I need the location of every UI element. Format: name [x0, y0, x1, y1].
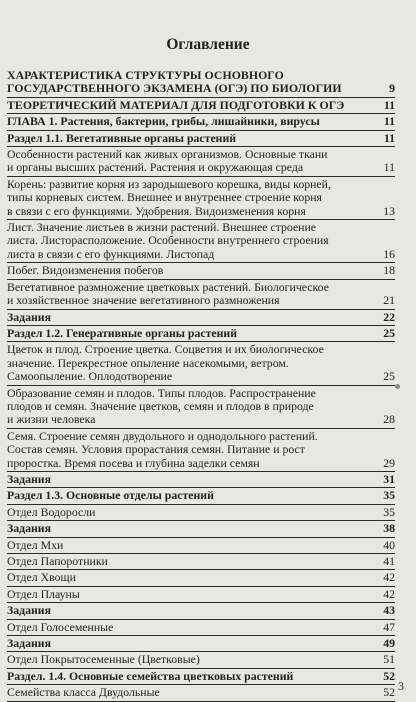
- toc-entry: [7, 636, 395, 652]
- toc-entry: [7, 310, 395, 326]
- toc-entry-title: Задания: [7, 309, 51, 324]
- toc-entry-title: Образование семян и плодов. Типы плодов. Распространение плодов и семян. Значение цветков, семян и плодов в природе и жизни человека: [7, 385, 316, 427]
- toc-entry-page: 43: [383, 603, 395, 618]
- toc-entry-page: 11: [383, 114, 395, 129]
- toc-entry-page: 52: [383, 685, 395, 700]
- toc-entry-title: Цветок и плод. Строение цветка. Соцветия и их биологическое значение. Перекрестное опыление насекомыми, ветром. Самоопыление. Оплодотворение: [7, 342, 324, 384]
- toc-entry: [7, 603, 395, 619]
- toc-entry-title: Отдел Папоротники: [7, 554, 108, 568]
- toc-entry: [7, 220, 395, 263]
- toc-entry-title: ТЕОРЕТИЧЕСКИЙ МАТЕРИАЛ ДЛЯ ПОДГОТОВКИ К ОГЭ: [7, 97, 345, 112]
- toc-entry-page: 47: [383, 619, 395, 634]
- toc-entry-title: Отдел Плауны: [7, 586, 80, 601]
- toc-entry-page: 25: [383, 325, 395, 340]
- toc-entry-page: 52: [383, 668, 395, 683]
- toc-entry-page: 42: [383, 570, 395, 585]
- toc-entry: [7, 114, 395, 130]
- toc-entry-page: 18: [383, 263, 395, 278]
- toc-entry-title: Задания: [7, 636, 51, 651]
- toc-entry: [7, 505, 395, 521]
- page-number: 3: [398, 679, 404, 693]
- toc-entry: [7, 386, 395, 429]
- toc-entry: [7, 177, 395, 220]
- toc-entry-page: 9: [389, 81, 395, 96]
- toc-entry-title: Задания: [7, 603, 51, 618]
- table-of-contents: [7, 68, 395, 702]
- toc-entry-page: 49: [383, 636, 395, 651]
- toc-entry: [7, 652, 395, 668]
- toc-entry-page: 28: [383, 412, 395, 427]
- toc-entry-title: Отдел Водоросли: [7, 504, 96, 519]
- toc-entry: [7, 685, 395, 701]
- toc-entry-title: Вегетативное размножение цветковых растений. Биологическое и хозяйственное значение вегетативного размножения: [7, 279, 329, 308]
- toc-entry-page: 11: [383, 130, 395, 145]
- toc-entry-title: Задания: [7, 471, 51, 486]
- toc-entry-title: Семя. Строение семян двудольного и однодольного растений. Состав семян. Условия прорастания семян. Питание и рост проростка. Время посева и глубина заделки семян: [7, 428, 318, 470]
- margin-dot-icon: [395, 384, 400, 389]
- toc-entry: [7, 280, 395, 310]
- toc-entry-title: Раздел 1.3. Основные отделы растений: [7, 488, 214, 503]
- toc-entry-page: 40: [383, 537, 395, 552]
- toc-entry: [7, 326, 395, 342]
- toc-entry: [7, 98, 395, 114]
- toc-entry-page: 41: [383, 554, 395, 568]
- toc-entry-title: Отдел Хвощи: [7, 570, 76, 585]
- toc-entry-title: Особенности растений как живых организмов. Основные ткани и органы высших растений. Растения и окружающая среда: [7, 147, 328, 175]
- toc-entry-page: 35: [383, 488, 395, 503]
- toc-entry-page: 42: [383, 586, 395, 601]
- toc-entry-page: 38: [383, 521, 395, 536]
- toc-entry: [7, 587, 395, 603]
- toc-entry-page: 13: [383, 203, 395, 218]
- toc-entry-title: Семейства класса Двудольные: [7, 685, 160, 700]
- toc-entry: [7, 669, 395, 685]
- toc-entry-page: 22: [383, 309, 395, 324]
- toc-entry-title: Раздел 1.1. Вегетативные органы растений: [7, 130, 237, 145]
- toc-entry-title: Отдел Мхи: [7, 537, 64, 552]
- toc-entry-title: Побег. Видоизменения побегов: [7, 263, 164, 278]
- toc-entry-title: Раздел. 1.4. Основные семейства цветковых растений: [7, 668, 294, 683]
- toc-entry: [7, 147, 395, 177]
- toc-entry-title: Задания: [7, 521, 51, 536]
- toc-entry-title: ГЛАВА 1. Растения, бактерии, грибы, лишайники, вирусы: [7, 114, 320, 129]
- toc-entry: [7, 263, 395, 279]
- toc-entry-title: ХАРАКТЕРИСТИКА СТРУКТУРЫ ОСНОВНОГО ГОСУДАРСТВЕННОГО ЭКЗАМЕНА (ОГЭ) ПО БИОЛОГИИ: [7, 68, 342, 96]
- toc-entry: [7, 554, 395, 570]
- toc-entry: [7, 131, 395, 147]
- toc-entry: [7, 538, 395, 554]
- toc-entry-title: Отдел Голосеменные: [7, 619, 114, 634]
- toc-entry-page: 11: [383, 97, 395, 112]
- toc-entry-title: Отдел Покрытосеменные (Цветковые): [7, 652, 200, 667]
- toc-entry: [7, 342, 395, 385]
- toc-entry: [7, 68, 395, 98]
- toc-entry-page: 11: [383, 160, 395, 175]
- toc-entry-title: Раздел 1.2. Генеративные органы растений: [7, 325, 238, 340]
- toc-entry-title: Лист. Значение листьев в жизни растений. Внешнее строение листа. Листорасположение. Особенности внутреннего строения листа в связи с его функциями. Листопад: [7, 220, 329, 261]
- toc-entry: [7, 488, 395, 504]
- toc-entry: [7, 429, 395, 472]
- toc-entry-page: 31: [383, 471, 395, 486]
- toc-entry: [7, 521, 395, 537]
- toc-entry: [7, 620, 395, 636]
- toc-entry-page: 25: [383, 369, 395, 384]
- toc-entry-page: 35: [383, 504, 395, 519]
- toc-entry: [7, 570, 395, 586]
- toc-entry-page: 51: [383, 652, 395, 667]
- toc-entry-page: 29: [383, 455, 395, 470]
- page-title: Оглавление: [166, 36, 250, 53]
- toc-entry-title: Корень: развитие корня из зародышевого корешка, виды корней, типы корневых систем. Внешнее и внутреннее строение корня в связи с его функциями. Удобрения. Видоизменения корня: [7, 176, 331, 218]
- toc-entry-page: 16: [383, 246, 395, 261]
- toc-entry-page: 21: [383, 293, 395, 308]
- toc-entry: [7, 472, 395, 488]
